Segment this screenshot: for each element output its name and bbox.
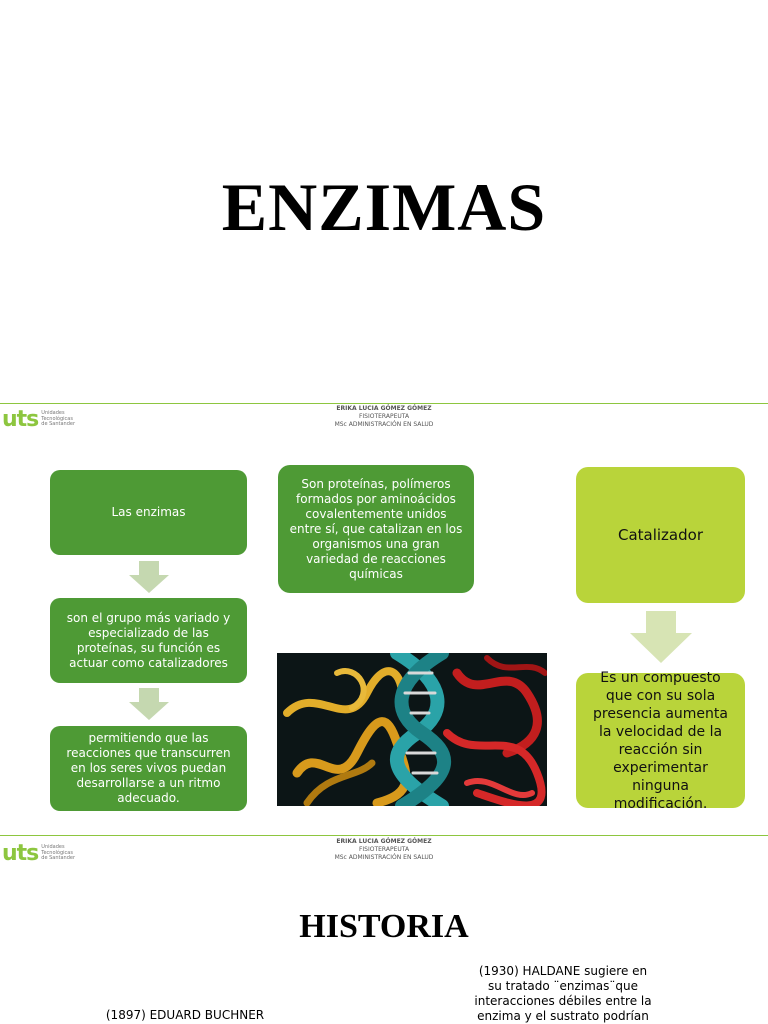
author-block: [0, 405, 768, 429]
author-name: ERIKA LUCIA GÓMEZ GÓMEZ: [336, 838, 432, 845]
box-catalizador-definicion: Es un compuesto que con su sola presencia aumenta la velocidad de la reacción sin experimentar ninguna modificación.: [576, 673, 745, 808]
author-degree: MSc ADMINISTRACIÓN EN SALUD: [334, 854, 434, 861]
author-name: ERIKA LUCIA GÓMEZ GÓMEZ: [336, 405, 432, 412]
down-arrow-icon: [129, 561, 169, 597]
slide-title: ENZIMAS: [221, 169, 547, 245]
historia-item-haldane: (1930) HALDANE sugiere en su tratado ¨enzimas¨que interacciones débiles entre la enzima y el sustrato podrían: [474, 964, 652, 1023]
down-arrow-icon: [630, 611, 692, 667]
dna-protein-image: [277, 653, 547, 806]
box-definicion: Son proteínas, polímeros formados por aminoácidos covalentemente unidos entre sí, que catalizan en los organismos una gran variedad de reacciones químicas: [278, 465, 474, 593]
box-las-enzimas: Las enzimas: [50, 470, 247, 555]
slide-divider: [0, 835, 768, 836]
author-role: FISIOTERAPEUTA: [358, 846, 410, 853]
box-grupo-variado: son el grupo más variado y especializado de las proteínas, su función es actuar como catalizadores: [50, 598, 247, 683]
author-block: [0, 838, 768, 862]
author-degree: MSc ADMINISTRACIÓN EN SALUD: [334, 421, 434, 428]
logo-subtitle: Unidades Tecnológicas de Santander: [41, 410, 76, 428]
historia-item-buchner: (1897) EDUARD BUCHNER: [105, 1008, 265, 1022]
logo-text: uts: [2, 841, 39, 866]
box-catalizador: Catalizador: [576, 467, 745, 603]
author-role: FISIOTERAPEUTA: [358, 413, 410, 420]
logo-text: uts: [2, 407, 39, 432]
down-arrow-icon: [129, 688, 169, 724]
logo-subtitle: Unidades Tecnológicas de Santander: [41, 844, 76, 862]
box-ritmo-adecuado: permitiendo que las reacciones que transcurren en los seres vivos puedan desarrollarse a un ritmo adecuado.: [50, 726, 247, 811]
historia-title: HISTORIA: [299, 908, 469, 945]
slide-divider: [0, 403, 768, 404]
